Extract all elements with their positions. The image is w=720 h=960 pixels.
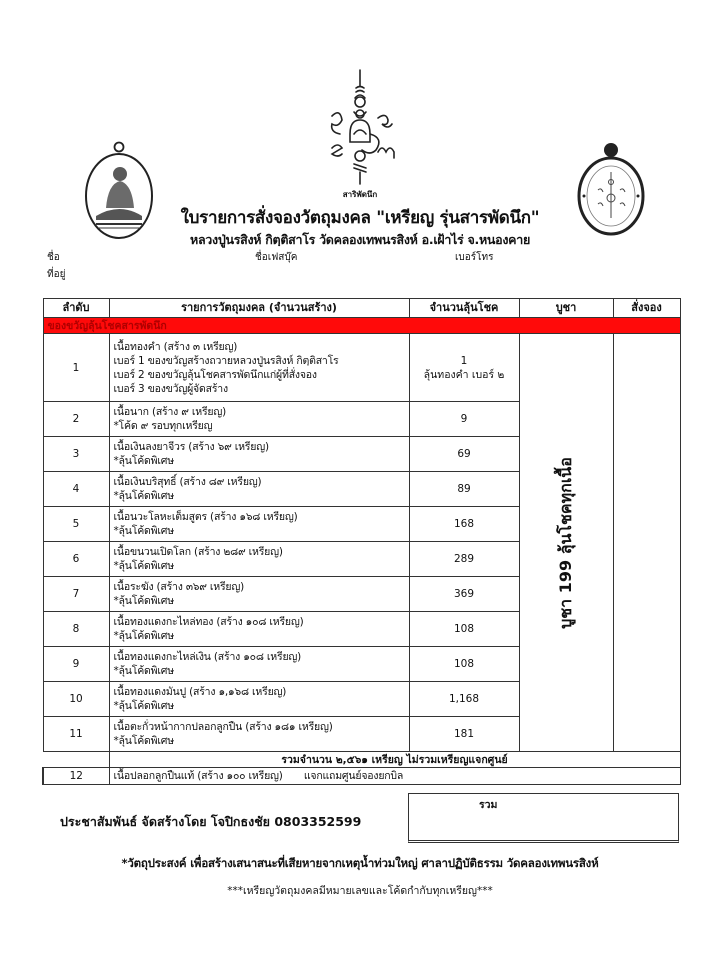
- header-price: บูชา: [519, 299, 613, 318]
- address-label: ที่อยู่: [47, 269, 66, 280]
- row-desc-line: เนื้อทองแดงกะไหล่ทอง (สร้าง ๑๐๘ เหรียญ): [113, 616, 304, 628]
- yant-seal-icon: [322, 68, 398, 188]
- section-row: [43, 318, 680, 334]
- page-title: ใบรายการสั่งจองวัตถุมงคล "เหรียญ รุ่นสารพัดนึก": [180, 208, 540, 228]
- row-desc-line: เนื้อนวะโลหะเต็มสูตร (สร้าง ๑๖๘ เหรียญ): [113, 511, 298, 523]
- row-desc-line: *ลุ้นโค้ดพิเศษ: [113, 665, 174, 677]
- section-label: ของขวัญลุ้นโชคสารพัดนึก: [43, 318, 680, 334]
- row-desc-line: เนื้อทองแดงกะไหล่เงิน (สร้าง ๑๐๘ เหรียญ): [113, 651, 302, 663]
- phone-label: เบอร์โทร: [455, 252, 494, 263]
- row-desc-line: *ลุ้นโค้ดพิเศษ: [113, 560, 174, 572]
- table-row-12: [43, 768, 680, 785]
- row-no: 12: [43, 768, 109, 785]
- row-lucky: 168: [409, 507, 519, 542]
- header-order: สั่งจอง: [613, 299, 680, 318]
- row-lucky: 9: [409, 402, 519, 437]
- row-desc-line: *ลุ้นโค้ดพิเศษ: [113, 455, 174, 467]
- row-desc: [109, 402, 409, 437]
- row-no: 5: [43, 507, 109, 542]
- summary-row: [43, 752, 680, 768]
- header-item: รายการวัตถุมงคล (จำนวนสร้าง): [109, 299, 409, 318]
- row-desc: [109, 768, 680, 785]
- contact-info: ประชาสัมพันธ์ จัดสร้างโดย โจปิกธงชัย 0803352599: [60, 814, 362, 829]
- monk-medal-icon: [82, 140, 156, 240]
- row-desc-line: เบอร์ 3 ของขวัญผู้จัดสร้าง: [113, 382, 228, 395]
- row-desc-line: เบอร์ 2 ของขวัญลุ้นโชคสารพัดนึกแก่ผู้ที่สั่งจอง: [113, 368, 317, 381]
- row-no: 9: [43, 647, 109, 682]
- row-lucky: 181: [409, 717, 519, 752]
- total-label: รวม: [479, 799, 498, 811]
- summary-text: รวมจำนวน ๒,๕๖๑ เหรียญ ไม่รวมเหรียญแจกศูนย์: [109, 752, 680, 768]
- name-label: ชื่อ: [47, 252, 60, 263]
- row-lucky: 108: [409, 612, 519, 647]
- row-desc: [109, 612, 409, 647]
- row-no: 11: [43, 717, 109, 752]
- row-lucky: 289: [409, 542, 519, 577]
- order-cell[interactable]: [613, 334, 680, 752]
- row-desc-line: เนื้อระฆัง (สร้าง ๓๖๙ เหรียญ): [113, 581, 245, 593]
- table-row: [43, 334, 680, 402]
- row-desc: [109, 334, 409, 402]
- order-table: [42, 298, 681, 785]
- row-desc-line: เบอร์ 1 ของขวัญสร้างถวายหลวงปู่นรสิงห์ กิตฺติสาโร: [113, 354, 339, 367]
- table-header-row: [43, 299, 680, 318]
- header-no: ลำดับ: [43, 299, 109, 318]
- row-desc: [109, 717, 409, 752]
- row-no: 4: [43, 472, 109, 507]
- row-desc-line: เนื้อเงินลงยาจีวร (สร้าง ๖๙ เหรียญ): [113, 441, 269, 453]
- row-no: 8: [43, 612, 109, 647]
- row-lucky-count: 1: [460, 354, 468, 367]
- row-no: 2: [43, 402, 109, 437]
- serial-note: ***เหรียญวัตถุมงคลมีหมายเลขและโค้ดกำกับทุกเหรียญ***: [227, 885, 493, 897]
- row-desc-line: *ลุ้นโค้ดพิเศษ: [113, 700, 174, 712]
- price-note: บูชา 199 ลุ้นโชคทุกเนื้อ: [556, 456, 575, 629]
- row-desc-line: *ลุ้นโค้ดพิเศษ: [113, 630, 174, 642]
- row-lucky: 89: [409, 472, 519, 507]
- row-desc: [109, 682, 409, 717]
- header-lucky: จำนวนลุ้นโชค: [409, 299, 519, 318]
- row-no: 7: [43, 577, 109, 612]
- row12-desc: เนื้อปลอกลูกปืนแท้ (สร้าง ๑๐๐ เหรียญ): [113, 770, 283, 782]
- row-lucky-note: ลุ้นทองคำ เบอร์ ๒: [423, 368, 505, 381]
- seal-label: สาริพัดนึก: [342, 190, 378, 199]
- row-desc-line: เนื้อทองแดงมันปู (สร้าง ๑,๑๖๘ เหรียญ): [113, 686, 287, 698]
- row-desc-line: *ลุ้นโค้ดพิเศษ: [113, 735, 174, 747]
- row-desc: [109, 507, 409, 542]
- row-desc-line: *ลุ้นโค้ดพิเศษ: [113, 490, 174, 502]
- row-lucky: 369: [409, 577, 519, 612]
- row-desc-line: เนื้อนาก (สร้าง ๙ เหรียญ): [113, 406, 227, 418]
- row-desc-line: *โค้ด ๙ รอบทุกเหรียญ: [113, 420, 213, 432]
- row-desc-line: เนื้อตะกั่วหน้ากากปลอกลูกปืน (สร้าง ๑๘๑ เหรียญ): [113, 721, 333, 733]
- row12-note: แจกแถมศูนย์จองยกบิล: [303, 770, 404, 782]
- row-desc-line: เนื้อเงินบริสุทธิ์ (สร้าง ๘๙ เหรียญ): [113, 476, 262, 488]
- row-desc: [109, 437, 409, 472]
- row-desc: [109, 577, 409, 612]
- row-lucky: 108: [409, 647, 519, 682]
- row-no: 3: [43, 437, 109, 472]
- row-lucky: 69: [409, 437, 519, 472]
- yant-medal-icon: [574, 140, 648, 238]
- facebook-label: ชื่อเฟสบุ๊ค: [255, 252, 298, 263]
- row-desc: [109, 472, 409, 507]
- row-desc: [109, 542, 409, 577]
- row-no: 1: [43, 334, 109, 402]
- total-box[interactable]: [408, 793, 679, 843]
- row-desc-line: *ลุ้นโค้ดพิเศษ: [113, 595, 174, 607]
- summary-spacer: [43, 752, 109, 768]
- row-lucky: [409, 334, 519, 402]
- row-no: 6: [43, 542, 109, 577]
- row-desc: [109, 647, 409, 682]
- row-desc-line: เนื้อทองคำ (สร้าง ๓ เหรียญ): [113, 340, 238, 353]
- row-desc-line: *ลุ้นโค้ดพิเศษ: [113, 525, 174, 537]
- row-desc-line: เนื้อขนวนเปิดโลก (สร้าง ๒๘๙ เหรียญ): [113, 546, 283, 558]
- row-no: 10: [43, 682, 109, 717]
- page-subtitle: หลวงปู่นรสิงห์ กิตฺติสาโร วัดคลองเทพนรสิงห์ อ.เฝ้าไร่ จ.หนองคาย: [190, 232, 530, 247]
- row-lucky: 1,168: [409, 682, 519, 717]
- price-cell: [519, 334, 613, 752]
- purpose-note: *วัตถุประสงค์ เพื่อสร้างเสนาสนะที่เสียหายจากเหตุน้ำท่วมใหญ่ ศาลาปฏิบัติธรรม วัดคลองเทพนรสิงห์: [121, 856, 599, 870]
